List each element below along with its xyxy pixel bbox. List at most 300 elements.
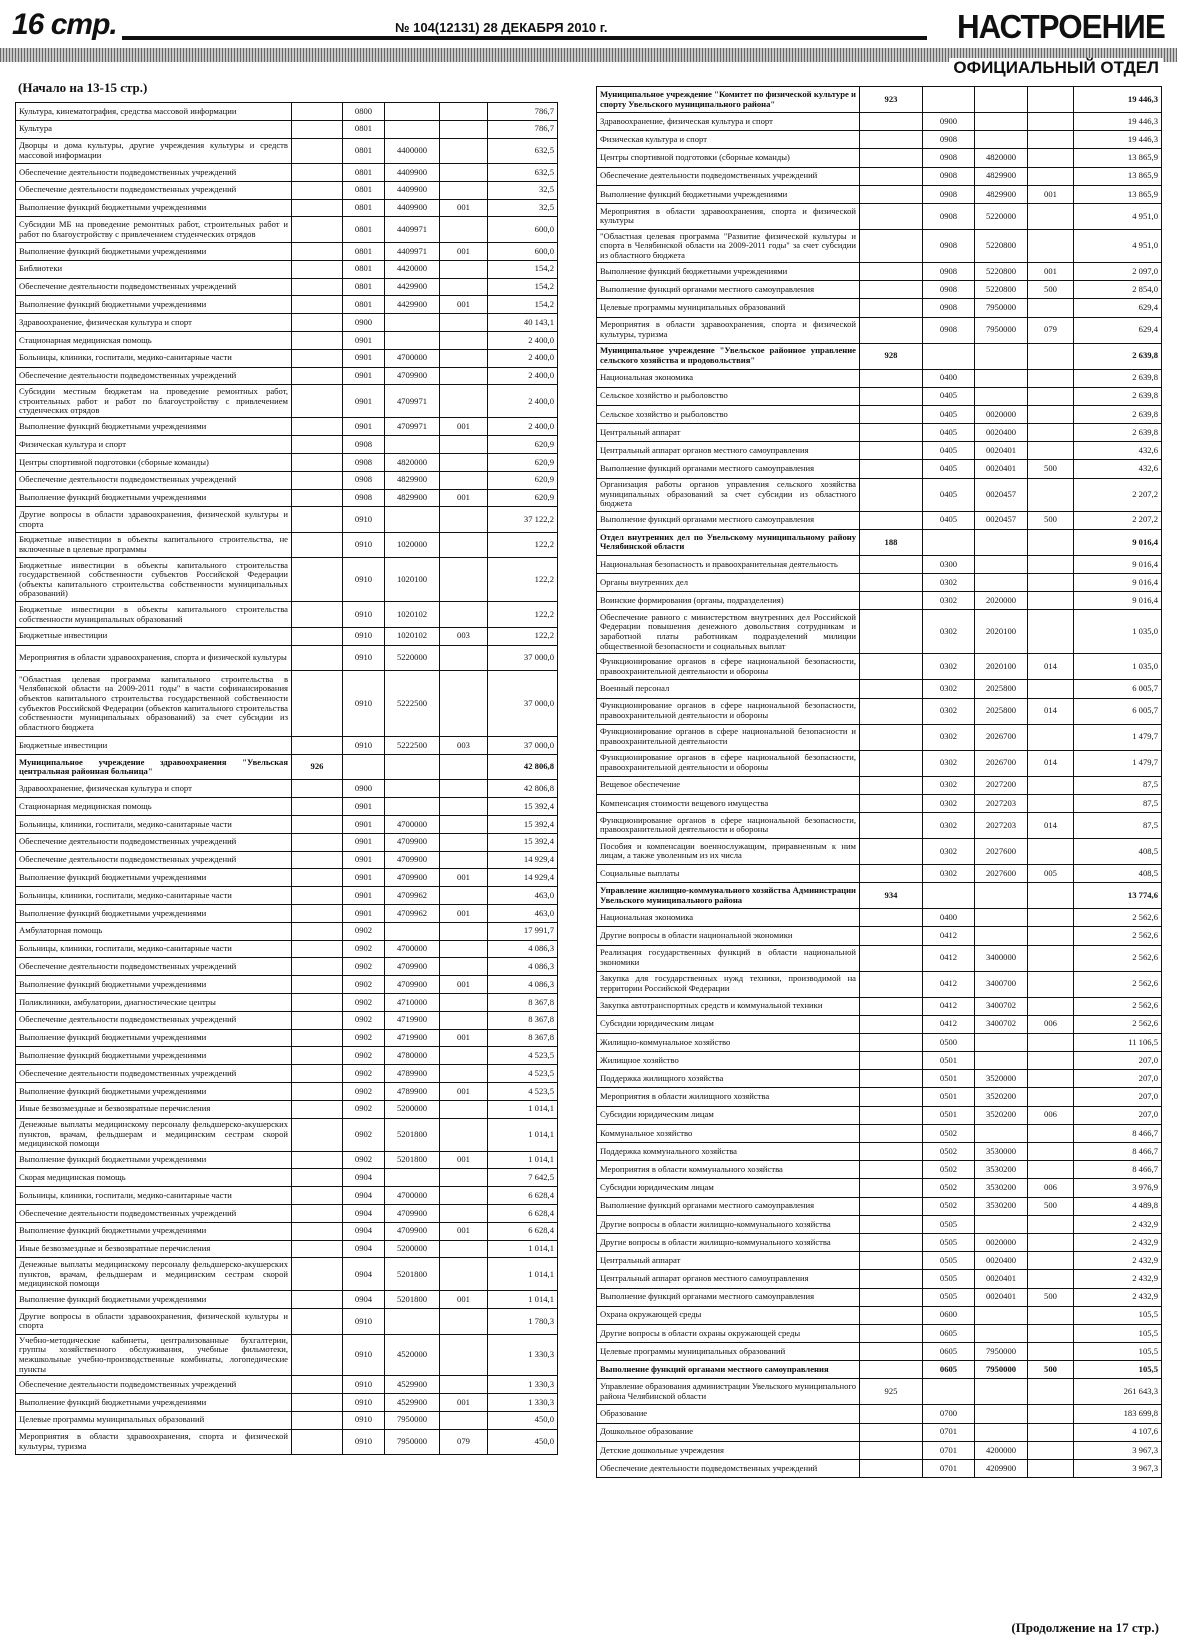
row-section-code: 0901 bbox=[343, 385, 385, 418]
row-article-code bbox=[975, 1124, 1028, 1142]
row-section-code: 0910 bbox=[343, 532, 385, 558]
row-name: Другие вопросы в области жилищно-коммунального хозяйства bbox=[597, 1233, 860, 1251]
row-amount: 1 479,7 bbox=[1074, 750, 1162, 776]
row-admin-code: 928 bbox=[860, 343, 923, 369]
row-admin-code bbox=[292, 164, 343, 182]
row-article-code: 5220000 bbox=[975, 203, 1028, 229]
row-expense-type bbox=[440, 798, 488, 816]
row-expense-type bbox=[1028, 87, 1074, 113]
row-article-code bbox=[975, 343, 1028, 369]
row-section-code: 0910 bbox=[343, 1429, 385, 1455]
row-section-code: 0801 bbox=[343, 242, 385, 260]
page-header bbox=[0, 0, 1177, 77]
row-name: Выполнение функций органами местного самоуправления bbox=[597, 1361, 860, 1379]
row-admin-code bbox=[860, 1343, 923, 1361]
table-row bbox=[597, 592, 1162, 610]
table-row bbox=[16, 199, 558, 217]
row-admin-code bbox=[292, 1118, 343, 1151]
row-expense-type bbox=[1028, 838, 1074, 864]
row-amount: 11 106,5 bbox=[1074, 1033, 1162, 1051]
table-row bbox=[597, 776, 1162, 794]
table-row bbox=[597, 185, 1162, 203]
row-amount: 408,5 bbox=[1074, 864, 1162, 882]
row-name: Физическая культура и спорт bbox=[16, 436, 292, 454]
row-expense-type bbox=[440, 833, 488, 851]
table-row bbox=[597, 1015, 1162, 1033]
page-number: 16 стр. bbox=[12, 8, 117, 41]
row-article-code: 7950000 bbox=[385, 1411, 440, 1429]
row-section-code: 0405 bbox=[923, 424, 975, 442]
row-amount: 32,5 bbox=[488, 199, 558, 217]
row-section-code: 0904 bbox=[343, 1291, 385, 1309]
row-admin-code bbox=[292, 418, 343, 436]
row-section-code: 0505 bbox=[923, 1215, 975, 1233]
row-article-code: 5201800 bbox=[385, 1118, 440, 1151]
row-admin-code bbox=[292, 314, 343, 332]
row-admin-code bbox=[860, 909, 923, 927]
row-name: Закупка для государственных нужд техники, производимой на территории Российской Федерации bbox=[597, 971, 860, 997]
row-article-code: 3530200 bbox=[975, 1179, 1028, 1197]
table-row bbox=[16, 296, 558, 314]
row-admin-code bbox=[292, 905, 343, 923]
row-name: Обеспечение деятельности подведомственных учреждений bbox=[16, 851, 292, 869]
row-name: Образование bbox=[597, 1405, 860, 1423]
row-admin-code bbox=[292, 436, 343, 454]
row-article-code: 2020000 bbox=[975, 592, 1028, 610]
row-section-code: 0908 bbox=[923, 229, 975, 262]
row-name: Национальная безопасность и правоохранительная деятельность bbox=[597, 555, 860, 573]
row-expense-type bbox=[1028, 1052, 1074, 1070]
row-expense-type bbox=[440, 507, 488, 533]
row-amount: 629,4 bbox=[1074, 299, 1162, 317]
row-name: Стационарная медицинская помощь bbox=[16, 798, 292, 816]
row-article-code: 3400000 bbox=[975, 945, 1028, 971]
row-expense-type: 001 bbox=[440, 489, 488, 507]
row-name: Поддержка коммунального хозяйства bbox=[597, 1143, 860, 1161]
table-row bbox=[16, 314, 558, 332]
row-article-code: 0020401 bbox=[975, 1270, 1028, 1288]
table-row bbox=[597, 478, 1162, 511]
table-row bbox=[597, 1288, 1162, 1306]
row-article-code: 3530200 bbox=[975, 1197, 1028, 1215]
table-row bbox=[16, 1334, 558, 1376]
row-name: Поддержка жилищного хозяйства bbox=[597, 1070, 860, 1088]
table-row bbox=[16, 905, 558, 923]
row-name: Целевые программы муниципальных образований bbox=[16, 1411, 292, 1429]
row-name: Обеспечение деятельности подведомственных учреждений bbox=[16, 833, 292, 851]
table-row bbox=[597, 654, 1162, 680]
row-section-code: 0910 bbox=[343, 671, 385, 737]
table-row bbox=[597, 1343, 1162, 1361]
row-name: Обеспечение деятельности подведомственных учреждений bbox=[597, 167, 860, 185]
row-section-code: 0902 bbox=[343, 1065, 385, 1083]
row-name: Функционирование органов в сфере национальной безопасности, правоохранительной деятельности и обороны bbox=[597, 812, 860, 838]
table-row bbox=[597, 927, 1162, 945]
row-article-code: 4409900 bbox=[385, 199, 440, 217]
row-name: Больницы, клиники, госпитали, медико-санитарные части bbox=[16, 940, 292, 958]
row-expense-type bbox=[1028, 1215, 1074, 1233]
row-expense-type bbox=[440, 922, 488, 940]
row-article-code: 2027203 bbox=[975, 794, 1028, 812]
row-name: Выполнение функций бюджетными учреждениями bbox=[16, 1291, 292, 1309]
row-section-code: 0405 bbox=[923, 387, 975, 405]
row-article-code: 4820000 bbox=[385, 453, 440, 471]
row-admin-code bbox=[292, 278, 343, 296]
row-amount: 1 780,3 bbox=[488, 1309, 558, 1335]
row-name: Библиотеки bbox=[16, 260, 292, 278]
row-amount: 2 400,0 bbox=[488, 367, 558, 385]
row-expense-type: 014 bbox=[1028, 812, 1074, 838]
row-expense-type bbox=[440, 314, 488, 332]
row-section-code: 0302 bbox=[923, 838, 975, 864]
row-name: Больницы, клиники, госпитали, медико-санитарные части bbox=[16, 887, 292, 905]
row-name: "Областная целевая программа капитального строительства в Челябинской области на 2009-2011 годы" в части софинансирования объектов капитального строительства государственной собственности субъектов Российской Федерации (объектов капитального строительства собственности муниципальных образований) за счет субсидии из областного бюджета bbox=[16, 671, 292, 737]
row-expense-type bbox=[1028, 592, 1074, 610]
row-expense-type bbox=[440, 164, 488, 182]
row-amount: 207,0 bbox=[1074, 1070, 1162, 1088]
row-amount: 13 774,6 bbox=[1074, 883, 1162, 909]
row-amount: 37 000,0 bbox=[488, 671, 558, 737]
row-admin-code bbox=[292, 385, 343, 418]
table-row bbox=[597, 529, 1162, 555]
row-name: Выполнение функций бюджетными учреждениями bbox=[16, 1393, 292, 1411]
row-expense-type bbox=[1028, 1270, 1074, 1288]
row-name: Выполнение функций бюджетными учреждениями bbox=[16, 296, 292, 314]
row-section-code: 0405 bbox=[923, 405, 975, 423]
row-name: Центральный аппарат bbox=[597, 424, 860, 442]
table-row bbox=[597, 1124, 1162, 1142]
row-admin-code bbox=[860, 478, 923, 511]
row-section-code: 0302 bbox=[923, 592, 975, 610]
row-article-code: 3400700 bbox=[975, 971, 1028, 997]
table-row bbox=[16, 349, 558, 367]
row-amount: 1 035,0 bbox=[1074, 654, 1162, 680]
row-section-code: 0908 bbox=[923, 149, 975, 167]
row-expense-type: 001 bbox=[440, 869, 488, 887]
table-row bbox=[16, 260, 558, 278]
row-section-code: 0902 bbox=[343, 1082, 385, 1100]
table-row bbox=[16, 754, 558, 780]
row-section-code: 0900 bbox=[343, 780, 385, 798]
row-section-code: 0910 bbox=[343, 1334, 385, 1376]
row-expense-type: 001 bbox=[440, 905, 488, 923]
row-name: Муниципальное учреждение "Увельское районное управление сельского хозяйства и продовольствия" bbox=[597, 343, 860, 369]
row-article-code: 2027600 bbox=[975, 838, 1028, 864]
row-expense-type bbox=[1028, 794, 1074, 812]
row-amount: 105,5 bbox=[1074, 1361, 1162, 1379]
row-expense-type bbox=[1028, 1306, 1074, 1324]
row-section-code: 0500 bbox=[923, 1033, 975, 1051]
row-admin-code bbox=[860, 680, 923, 698]
table-row bbox=[16, 1393, 558, 1411]
row-amount: 122,2 bbox=[488, 602, 558, 628]
row-article-code: 4700000 bbox=[385, 349, 440, 367]
table-row bbox=[16, 922, 558, 940]
row-section-code: 0412 bbox=[923, 1015, 975, 1033]
row-name: Бюджетные инвестиции bbox=[16, 627, 292, 645]
row-section-code: 0412 bbox=[923, 997, 975, 1015]
table-row bbox=[16, 1065, 558, 1083]
table-row bbox=[597, 997, 1162, 1015]
row-amount: 4 523,5 bbox=[488, 1047, 558, 1065]
row-amount: 632,5 bbox=[488, 164, 558, 182]
section-title: ОФИЦИАЛЬНЫЙ ОТДЕЛ bbox=[949, 58, 1163, 78]
row-section-code: 0900 bbox=[343, 314, 385, 332]
table-row bbox=[16, 1376, 558, 1394]
row-name: Обеспечение деятельности подведомственных учреждений bbox=[16, 1376, 292, 1394]
row-section-code: 0910 bbox=[343, 1309, 385, 1335]
row-amount: 42 806,8 bbox=[488, 780, 558, 798]
row-amount: 37 000,0 bbox=[488, 645, 558, 671]
table-row bbox=[597, 369, 1162, 387]
row-admin-code bbox=[292, 507, 343, 533]
row-admin-code bbox=[860, 203, 923, 229]
row-name: Управление образования администрации Увельского муниципального района Челябинской области bbox=[597, 1379, 860, 1405]
row-article-code: 4829900 bbox=[385, 489, 440, 507]
row-section-code: 0901 bbox=[343, 367, 385, 385]
row-section-code: 0801 bbox=[343, 181, 385, 199]
row-name: Мероприятия в области здравоохранения, спорта и физической культуры bbox=[597, 203, 860, 229]
row-name: Иные безвозмездные и безвозвратные перечисления bbox=[16, 1240, 292, 1258]
row-expense-type bbox=[1028, 1124, 1074, 1142]
row-amount: 207,0 bbox=[1074, 1088, 1162, 1106]
row-amount: 15 392,4 bbox=[488, 833, 558, 851]
row-name: Больницы, клиники, госпитали, медико-санитарные части bbox=[16, 349, 292, 367]
row-expense-type bbox=[440, 331, 488, 349]
row-admin-code bbox=[860, 997, 923, 1015]
row-section-code: 0302 bbox=[923, 750, 975, 776]
row-expense-type bbox=[1028, 369, 1074, 387]
row-name: Обеспечение деятельности подведомственных учреждений bbox=[16, 471, 292, 489]
row-expense-type bbox=[1028, 927, 1074, 945]
row-name: Другие вопросы в области национальной экономики bbox=[597, 927, 860, 945]
row-admin-code bbox=[860, 1306, 923, 1324]
row-section-code: 0302 bbox=[923, 574, 975, 592]
row-article-code: 4409971 bbox=[385, 217, 440, 243]
row-expense-type: 003 bbox=[440, 737, 488, 755]
table-row bbox=[16, 532, 558, 558]
row-name: Выполнение функций бюджетными учреждениями bbox=[16, 976, 292, 994]
table-row bbox=[16, 471, 558, 489]
table-row bbox=[16, 780, 558, 798]
row-article-code bbox=[385, 780, 440, 798]
table-row bbox=[597, 442, 1162, 460]
row-amount: 261 643,3 bbox=[1074, 1379, 1162, 1405]
row-name: Воинские формирования (органы, подразделения) bbox=[597, 592, 860, 610]
row-expense-type: 001 bbox=[440, 1222, 488, 1240]
table-row bbox=[597, 343, 1162, 369]
row-section-code: 0605 bbox=[923, 1361, 975, 1379]
row-expense-type: 006 bbox=[1028, 1015, 1074, 1033]
row-amount: 37 000,0 bbox=[488, 737, 558, 755]
table-row bbox=[16, 1429, 558, 1455]
row-amount: 207,0 bbox=[1074, 1106, 1162, 1124]
row-expense-type bbox=[440, 1204, 488, 1222]
row-article-code: 4529900 bbox=[385, 1393, 440, 1411]
row-article-code: 5220800 bbox=[975, 229, 1028, 262]
row-amount: 1 014,1 bbox=[488, 1258, 558, 1291]
table-row bbox=[16, 940, 558, 958]
table-row bbox=[16, 164, 558, 182]
row-admin-code bbox=[860, 1052, 923, 1070]
row-admin-code bbox=[860, 1033, 923, 1051]
row-expense-type bbox=[440, 367, 488, 385]
row-expense-type bbox=[440, 385, 488, 418]
row-name: Сельское хозяйство и рыболовство bbox=[597, 405, 860, 423]
row-admin-code bbox=[292, 260, 343, 278]
row-article-code: 5201800 bbox=[385, 1151, 440, 1169]
row-expense-type bbox=[440, 645, 488, 671]
row-section-code: 0902 bbox=[343, 940, 385, 958]
table-row bbox=[597, 724, 1162, 750]
table-row bbox=[597, 203, 1162, 229]
table-row bbox=[16, 453, 558, 471]
row-expense-type bbox=[440, 1309, 488, 1335]
row-name: Культура, кинематография, средства массовой информации bbox=[16, 103, 292, 121]
row-amount: 4 086,3 bbox=[488, 958, 558, 976]
table-row bbox=[597, 1052, 1162, 1070]
row-section-code: 0505 bbox=[923, 1233, 975, 1251]
row-amount: 1 014,1 bbox=[488, 1240, 558, 1258]
row-expense-type: 500 bbox=[1028, 511, 1074, 529]
row-section-code: 0801 bbox=[343, 164, 385, 182]
row-name: Целевые программы муниципальных образований bbox=[597, 1343, 860, 1361]
row-admin-code bbox=[292, 558, 343, 602]
row-expense-type bbox=[440, 1118, 488, 1151]
row-article-code: 5220800 bbox=[975, 262, 1028, 280]
row-name: Другие вопросы в области здравоохранения, физической культуры и спорта bbox=[16, 1309, 292, 1335]
row-section-code: 0901 bbox=[343, 833, 385, 851]
row-admin-code bbox=[860, 927, 923, 945]
row-admin-code bbox=[860, 405, 923, 423]
row-article-code: 0020400 bbox=[975, 424, 1028, 442]
row-admin-code bbox=[860, 1070, 923, 1088]
row-name: Функционирование органов в сфере национальной безопасности, правоохранительной деятельности и обороны bbox=[597, 698, 860, 724]
row-amount: 8 466,7 bbox=[1074, 1161, 1162, 1179]
row-name: Жилищно-коммунальное хозяйство bbox=[597, 1033, 860, 1051]
row-admin-code bbox=[860, 299, 923, 317]
row-admin-code bbox=[860, 1405, 923, 1423]
row-admin-code bbox=[860, 838, 923, 864]
row-amount: 7 642,5 bbox=[488, 1169, 558, 1187]
row-name: Отдел внутренних дел по Увельскому муниципальному району Челябинской области bbox=[597, 529, 860, 555]
row-admin-code bbox=[860, 574, 923, 592]
row-expense-type bbox=[440, 1411, 488, 1429]
row-admin-code bbox=[860, 1143, 923, 1161]
row-section-code: 0302 bbox=[923, 680, 975, 698]
row-section-code: 0302 bbox=[923, 610, 975, 654]
row-section-code: 0910 bbox=[343, 645, 385, 671]
row-section-code: 0904 bbox=[343, 1258, 385, 1291]
row-expense-type bbox=[1028, 1233, 1074, 1251]
row-name: Здравоохранение, физическая культура и спорт bbox=[16, 780, 292, 798]
row-expense-type bbox=[440, 816, 488, 834]
row-name: Выполнение функций органами местного самоуправления bbox=[597, 460, 860, 478]
row-section-code: 0900 bbox=[923, 113, 975, 131]
row-article-code: 4709900 bbox=[385, 1204, 440, 1222]
row-amount: 1 014,1 bbox=[488, 1291, 558, 1309]
row-admin-code bbox=[292, 737, 343, 755]
row-section-code: 0502 bbox=[923, 1124, 975, 1142]
row-section-code: 0801 bbox=[343, 199, 385, 217]
budget-table-right bbox=[596, 86, 1162, 1478]
row-article-code: 2026700 bbox=[975, 724, 1028, 750]
row-amount: 14 929,4 bbox=[488, 869, 558, 887]
row-admin-code bbox=[860, 131, 923, 149]
row-section-code bbox=[923, 883, 975, 909]
row-section-code: 0910 bbox=[343, 1376, 385, 1394]
row-section-code: 0600 bbox=[923, 1306, 975, 1324]
row-article-code: 4780000 bbox=[385, 1047, 440, 1065]
row-name: Национальная экономика bbox=[597, 369, 860, 387]
row-name: Обеспечение деятельности подведомственных учреждений bbox=[16, 1011, 292, 1029]
table-row bbox=[597, 1143, 1162, 1161]
row-section-code: 0908 bbox=[923, 262, 975, 280]
row-expense-type bbox=[1028, 405, 1074, 423]
row-article-code: 1020102 bbox=[385, 602, 440, 628]
row-name: Здравоохранение, физическая культура и спорт bbox=[16, 314, 292, 332]
row-amount: 4 951,0 bbox=[1074, 203, 1162, 229]
table-row bbox=[16, 1309, 558, 1335]
row-name: Компенсация стоимости вещевого имущества bbox=[597, 794, 860, 812]
row-name: Мероприятия в области жилищного хозяйства bbox=[597, 1088, 860, 1106]
row-amount: 8 466,7 bbox=[1074, 1124, 1162, 1142]
row-article-code: 4420000 bbox=[385, 260, 440, 278]
row-name: Субсидии юридическим лицам bbox=[597, 1179, 860, 1197]
row-section-code: 0902 bbox=[343, 1029, 385, 1047]
row-name: Обеспечение деятельности подведомственных учреждений bbox=[16, 958, 292, 976]
row-article-code bbox=[385, 314, 440, 332]
row-expense-type bbox=[1028, 997, 1074, 1015]
row-article-code: 4820000 bbox=[975, 149, 1028, 167]
row-amount: 632,5 bbox=[488, 138, 558, 164]
row-article-code: 0020400 bbox=[975, 1252, 1028, 1270]
row-expense-type bbox=[440, 260, 488, 278]
row-admin-code bbox=[292, 1429, 343, 1455]
row-expense-type bbox=[440, 1100, 488, 1118]
row-admin-code: 188 bbox=[860, 529, 923, 555]
row-section-code: 0904 bbox=[343, 1222, 385, 1240]
table-row bbox=[597, 405, 1162, 423]
row-name: Выполнение функций органами местного самоуправления bbox=[597, 511, 860, 529]
row-name: Обеспечение деятельности подведомственных учреждений bbox=[597, 1460, 860, 1478]
row-amount: 1 330,3 bbox=[488, 1376, 558, 1394]
row-expense-type: 006 bbox=[1028, 1106, 1074, 1124]
row-article-code: 4719900 bbox=[385, 1029, 440, 1047]
row-article-code: 4429900 bbox=[385, 296, 440, 314]
row-name: Бюджетные инвестиции в объекты капитального строительства собственности муниципальных образований bbox=[16, 602, 292, 628]
row-expense-type: 001 bbox=[440, 976, 488, 994]
row-expense-type bbox=[1028, 724, 1074, 750]
row-expense-type bbox=[1028, 442, 1074, 460]
row-admin-code bbox=[860, 812, 923, 838]
row-expense-type bbox=[440, 754, 488, 780]
row-amount: 6 005,7 bbox=[1074, 680, 1162, 698]
row-expense-type: 001 bbox=[440, 199, 488, 217]
table-row bbox=[16, 1151, 558, 1169]
row-admin-code bbox=[292, 1240, 343, 1258]
row-name: Коммунальное хозяйство bbox=[597, 1124, 860, 1142]
table-row bbox=[16, 1029, 558, 1047]
row-amount: 2 562,6 bbox=[1074, 1015, 1162, 1033]
row-amount: 450,0 bbox=[488, 1429, 558, 1455]
row-section-code: 0901 bbox=[343, 887, 385, 905]
row-amount: 432,6 bbox=[1074, 460, 1162, 478]
row-expense-type bbox=[1028, 529, 1074, 555]
row-name: Скорая медицинская помощь bbox=[16, 1169, 292, 1187]
row-name: Центры спортивной подготовки (сборные команды) bbox=[597, 149, 860, 167]
row-article-code: 0020401 bbox=[975, 442, 1028, 460]
